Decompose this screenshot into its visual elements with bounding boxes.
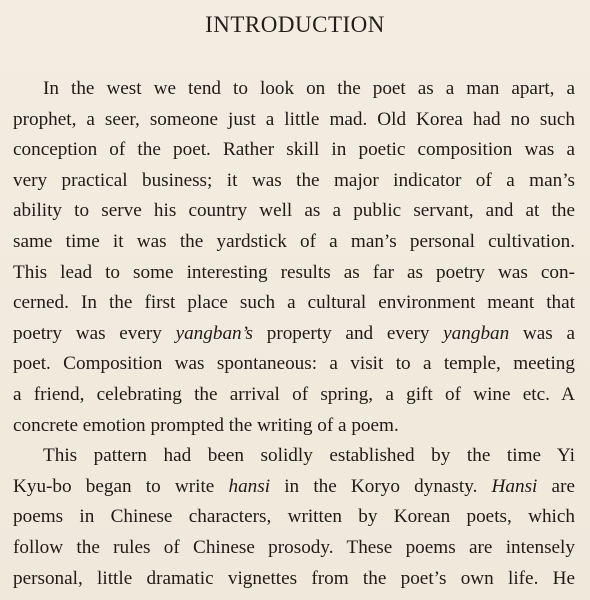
text-run: are [537, 475, 575, 497]
text-line: ability to serve his country well as a public servant, and at the [13, 200, 575, 222]
text-line: concrete emotion prompted the writing of a poem. [13, 414, 399, 436]
text-line: conception of the poet. Rather skill in poetic composition was a [13, 139, 575, 161]
body-text [13, 74, 575, 594]
text-run: property and every [253, 322, 444, 344]
italic-term: yangban [443, 322, 510, 344]
text-line: prophet, a seer, someone just a little mad. Old Korea had no such [13, 108, 575, 130]
text-line: poems in Chinese characters, written by Korean poets, which [13, 506, 575, 528]
text-line: In the west we tend to look on the poet as a man apart, a [43, 78, 575, 99]
text-line: This lead to some interesting results as far as poetry was con- [13, 261, 575, 283]
text-run: Kyu-bo began to write [13, 475, 229, 497]
text-line: follow the rules of Chinese prosody. These poems are intensely [13, 536, 575, 558]
text-line: same time it was the yardstick of a man’s personal cultivation. [13, 230, 575, 252]
text-line [13, 472, 575, 503]
italic-term: hansi [228, 475, 271, 497]
text-line: personal, little dramatic vignettes from the poet’s own life. He [13, 567, 575, 589]
text-line: very practical business; it was the major indicator of a man’s [13, 169, 575, 191]
text-line: poet. Composition was spontaneous: a visit to a temple, meeting [13, 353, 575, 375]
text-line: cerned. In the first place such a cultural environment meant that [13, 292, 575, 314]
italic-term: yangban’s [175, 322, 254, 344]
text-run: in the Koryo dynasty. [270, 475, 492, 497]
italic-term: Hansi [491, 475, 538, 497]
page-title: INTRODUCTION [205, 12, 385, 37]
text-line [13, 319, 575, 350]
text-run: poetry was every [13, 322, 176, 344]
text-run: was a [509, 322, 575, 344]
text-line: This pattern had been solidly established by the time Yi [43, 445, 575, 467]
text-line: a friend, celebrating the arrival of spring, a gift of wine etc. A [13, 383, 575, 405]
